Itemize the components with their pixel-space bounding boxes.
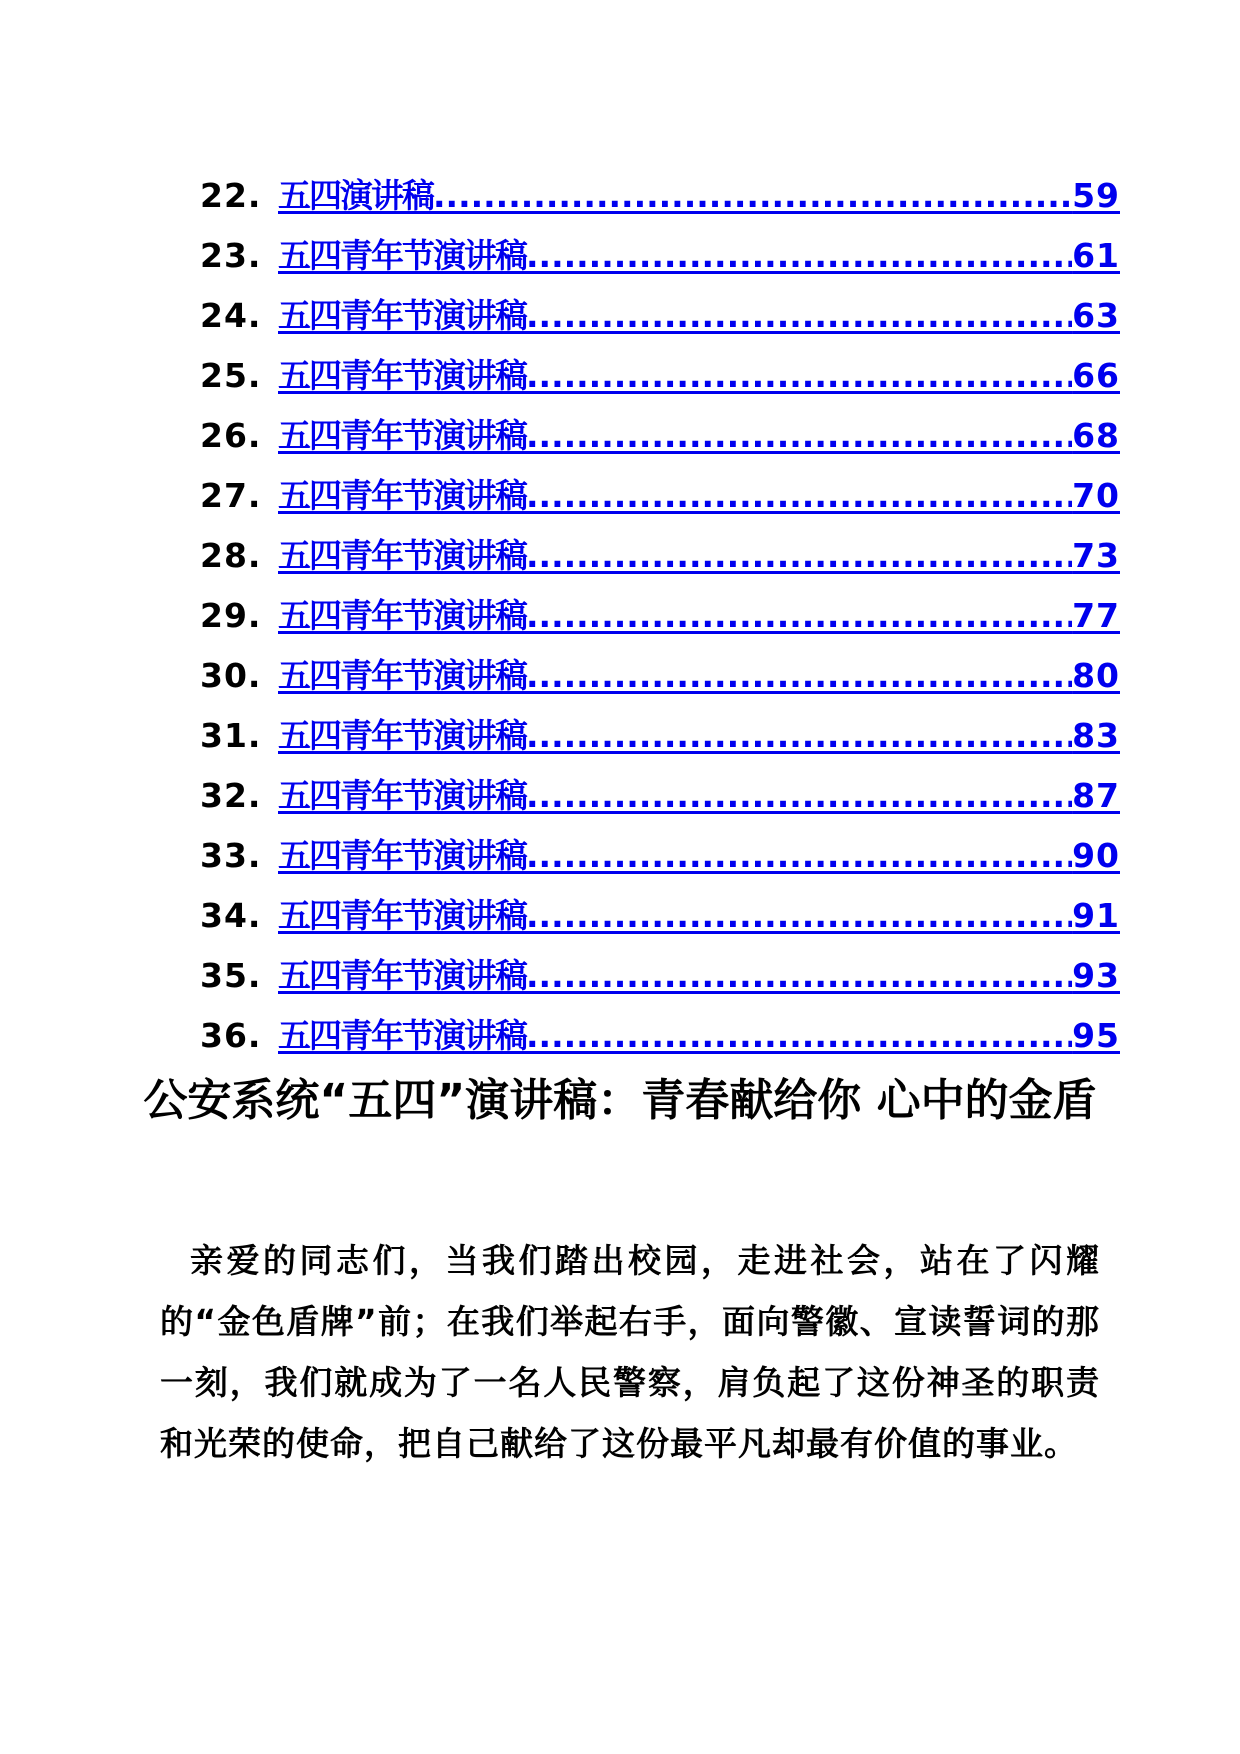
toc-entry-page-number: 68 [1072, 416, 1120, 455]
toc-entry-number: 22. [200, 176, 262, 215]
toc-entry-page-number: 95 [1072, 1016, 1120, 1055]
toc-entry-link[interactable] [278, 716, 1120, 756]
toc-entry-link[interactable] [278, 416, 1120, 456]
toc-entry-link[interactable] [278, 956, 1120, 996]
toc-entry-number: 31. [200, 716, 262, 755]
toc-entry-page-number: 63 [1072, 296, 1120, 335]
toc-dot-leader [526, 236, 1072, 276]
toc-entry-title: 五四青年节演讲稿 [278, 296, 526, 335]
toc-entry-title: 五四青年节演讲稿 [278, 716, 526, 755]
toc-entry-link[interactable] [278, 476, 1120, 516]
toc-dot-leader [526, 656, 1072, 696]
toc-entry-link[interactable] [278, 896, 1120, 936]
toc-entry [200, 586, 1120, 646]
toc-entry-title: 五四青年节演讲稿 [278, 896, 526, 935]
toc-entry [200, 166, 1120, 226]
toc-dot-leader [526, 356, 1072, 396]
toc-entry-link[interactable] [278, 656, 1120, 696]
toc-entry-title: 五四青年节演讲稿 [278, 236, 526, 275]
toc-entry [200, 346, 1120, 406]
toc-entry [200, 766, 1120, 826]
toc-entry [200, 946, 1120, 1006]
toc-dot-leader [526, 1016, 1072, 1056]
toc-entry-page-number: 66 [1072, 356, 1120, 395]
toc-entry-number: 35. [200, 956, 262, 995]
toc-entry-link[interactable] [278, 536, 1120, 576]
toc-entry-link[interactable] [278, 356, 1120, 396]
toc-entry-title: 五四青年节演讲稿 [278, 416, 526, 455]
toc-entry [200, 1006, 1120, 1066]
toc-dot-leader [526, 536, 1072, 576]
toc-entry-link[interactable] [278, 236, 1120, 276]
toc-entry-title: 五四青年节演讲稿 [278, 956, 526, 995]
toc-entry-page-number: 91 [1072, 896, 1120, 935]
toc-entry [200, 646, 1120, 706]
article-paragraph: 亲爱的同志们，当我们踏出校园，走进社会，站在了闪耀的“金色盾牌”前；在我们举起右手，面向警徽、宣读誓词的那一刻，我们就成为了一名人民警察，肩负起了这份神圣的职责和光荣的使命，把自己献给了这份最平凡却最有价值的事业。 [160, 1241, 1100, 1463]
toc-dot-leader [526, 956, 1072, 996]
toc-entry-number: 25. [200, 356, 262, 395]
toc-entry-page-number: 80 [1072, 656, 1120, 695]
toc-entry-title: 五四青年节演讲稿 [278, 656, 526, 695]
toc-entry-title: 五四青年节演讲稿 [278, 356, 526, 395]
toc-entry [200, 826, 1120, 886]
toc-entry-number: 26. [200, 416, 262, 455]
toc-entry-link[interactable] [278, 1016, 1120, 1056]
toc-entry-number: 29. [200, 596, 262, 635]
toc-entry-title: 五四青年节演讲稿 [278, 536, 526, 575]
toc-entry-link[interactable] [278, 836, 1120, 876]
toc-entry-page-number: 59 [1072, 176, 1120, 215]
toc-dot-leader [526, 416, 1072, 456]
toc-dot-leader [526, 716, 1072, 756]
toc-entry [200, 706, 1120, 766]
toc-entry-title: 五四青年节演讲稿 [278, 1016, 526, 1055]
toc-entry-title: 五四演讲稿 [278, 176, 433, 215]
toc-entry-number: 28. [200, 536, 262, 575]
toc-entry [200, 886, 1120, 946]
toc-entry-link[interactable] [278, 776, 1120, 816]
toc-dot-leader [526, 836, 1072, 876]
toc-entry-page-number: 73 [1072, 536, 1120, 575]
toc-dot-leader [526, 896, 1072, 936]
toc-entry-title: 五四青年节演讲稿 [278, 836, 526, 875]
toc-entry-number: 23. [200, 236, 262, 275]
toc-entry-title: 五四青年节演讲稿 [278, 596, 526, 635]
toc-entry-number: 36. [200, 1016, 262, 1055]
toc-entry-page-number: 93 [1072, 956, 1120, 995]
toc-entry-number: 30. [200, 656, 262, 695]
toc-entry [200, 526, 1120, 586]
toc-entry [200, 226, 1120, 286]
toc-entry [200, 406, 1120, 466]
table-of-contents [200, 166, 1120, 1066]
toc-entry-number: 27. [200, 476, 262, 515]
toc-entry-page-number: 77 [1072, 596, 1120, 635]
toc-entry-number: 33. [200, 836, 262, 875]
toc-entry-number: 34. [200, 896, 262, 935]
toc-entry-title: 五四青年节演讲稿 [278, 476, 526, 515]
toc-entry-link[interactable] [278, 596, 1120, 636]
toc-entry [200, 286, 1120, 346]
toc-dot-leader [526, 776, 1072, 816]
toc-entry-number: 32. [200, 776, 262, 815]
toc-entry-page-number: 61 [1072, 236, 1120, 275]
toc-entry-title: 五四青年节演讲稿 [278, 776, 526, 815]
toc-dot-leader [526, 596, 1072, 636]
toc-entry-link[interactable] [278, 296, 1120, 336]
toc-dot-leader [526, 296, 1072, 336]
toc-dot-leader [433, 176, 1072, 216]
article-heading: 公安系统“五四”演讲稿：青春献给你 心中的金盾 [143, 1075, 1097, 1126]
toc-dot-leader [526, 476, 1072, 516]
toc-entry-page-number: 87 [1072, 776, 1120, 815]
toc-entry-link[interactable] [278, 176, 1120, 216]
toc-entry-number: 24. [200, 296, 262, 335]
toc-entry-page-number: 70 [1072, 476, 1120, 515]
toc-entry-page-number: 83 [1072, 716, 1120, 755]
toc-entry [200, 466, 1120, 526]
toc-entry-page-number: 90 [1072, 836, 1120, 875]
